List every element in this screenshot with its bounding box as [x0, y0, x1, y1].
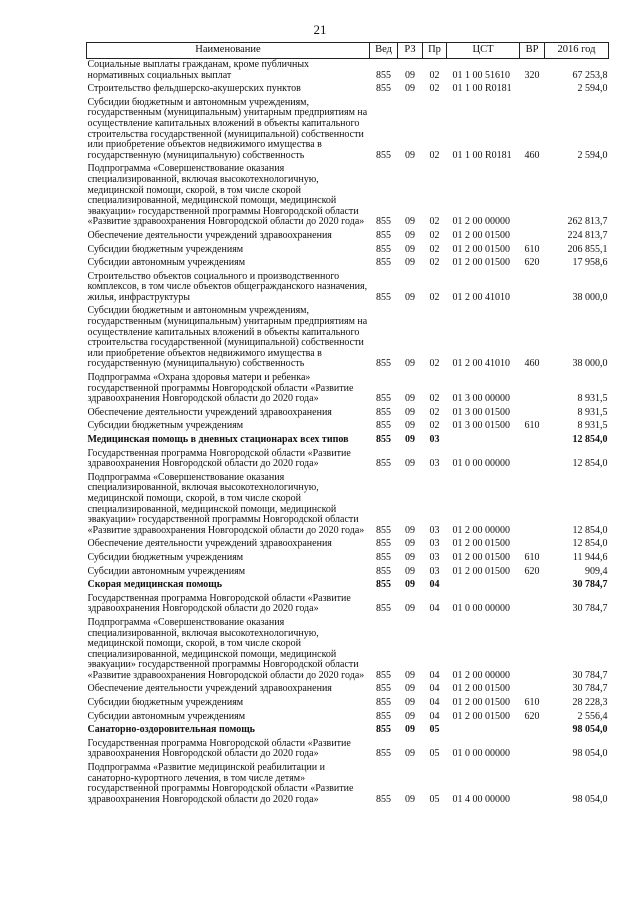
cell-pr: 02: [429, 83, 440, 95]
cell-cst: 01 2 00 01500: [452, 538, 510, 550]
cell-pr: 02: [429, 69, 440, 81]
cell-cst: 01 1 00 R0181: [452, 83, 512, 95]
cell-name: Медицинская помощь в дневных стационарах всех типов: [87, 434, 349, 445]
cell-sum: 30 784,7: [572, 603, 608, 615]
cell-cst: [447, 579, 520, 593]
cell-rz: 09: [405, 697, 415, 709]
cell-sum: 11 944,6: [572, 551, 608, 563]
cell-rz: 09: [405, 229, 415, 241]
table-row: [87, 593, 609, 617]
cell-cst: 01 4 00 00000: [452, 793, 510, 805]
table-row: [87, 434, 609, 448]
table-row: [87, 420, 609, 434]
cell-sum: 98 054,0: [572, 724, 608, 736]
cell-ved: 855: [376, 243, 391, 255]
table-row: [87, 163, 609, 230]
cell-ved: 855: [376, 458, 391, 470]
table-row: [87, 711, 609, 725]
cell-vr: [520, 83, 545, 97]
cell-cst: 01 3 00 01500: [452, 420, 510, 432]
cell-cst: 01 2 00 01500: [452, 551, 510, 563]
cell-name: Подпрограмма «Совершенствование оказания специализированной, включая высокотехнологичную, медицинской помощи, скорой, в том числе скорой специализированной, медицинской помощи, медицинской эвакуации» государственной программы Новгородской области «Развитие здравоохранения Новгородской области до 2020 года»: [87, 471, 365, 536]
cell-vr: [520, 472, 545, 539]
cell-cst: 01 2 00 00000: [452, 216, 510, 228]
cell-pr: 02: [429, 291, 440, 303]
cell-name: Подпрограмма «Совершенствование оказания специализированной, включая высокотехнологичную, медицинской помощи, скорой, в том числе скорой специализированной, медицинской помощи, медицинской эвакуации» государственной программы Новгородской области «Развитие здравоохранения Новгородской области до 2020 года»: [87, 163, 365, 228]
cell-pr: 02: [429, 358, 440, 370]
cell-name: Строительство фельдшерско-акушерских пунктов: [87, 83, 301, 95]
cell-sum: 30 784,7: [572, 579, 608, 591]
cell-sum: 12 854,0: [572, 458, 608, 470]
cell-sum: 98 054,0: [572, 793, 608, 805]
cell-name: Строительство объектов социального и производственного комплексов, в том числе объектов общегражданского назначения, жилья, инфраструктуры: [87, 270, 368, 303]
table-row: [87, 566, 609, 580]
cell-sum: 8 931,5: [577, 393, 608, 405]
table-row: [87, 683, 609, 697]
cell-cst: 01 2 00 00000: [452, 524, 510, 536]
cell-pr: 03: [429, 565, 440, 577]
cell-ved: 855: [376, 793, 391, 805]
cell-ved: 855: [376, 724, 391, 736]
cell-cst: 01 1 00 R0181: [452, 149, 512, 161]
cell-ved: 855: [376, 434, 391, 445]
cell-sum: 12 854,0: [572, 524, 608, 536]
cell-cst: 01 0 00 00000: [452, 458, 510, 470]
cell-sum: 28 228,3: [572, 697, 608, 709]
cell-sum: 12 854,0: [572, 434, 608, 445]
cell-pr: 03: [429, 434, 440, 445]
cell-sum: 30 784,7: [572, 669, 608, 681]
cell-pr: 04: [429, 683, 440, 695]
cell-vr: [520, 271, 545, 306]
cell-ved: 855: [376, 406, 391, 418]
cell-vr: 610: [524, 420, 540, 432]
cell-pr: 05: [429, 793, 440, 805]
cell-vr: [520, 163, 545, 230]
cell-pr: 02: [429, 257, 440, 269]
cell-rz: 09: [405, 793, 415, 805]
cell-pr: 03: [429, 538, 440, 550]
cell-name: Государственная программа Новгородской области «Развитие здравоохранения Новгородской области до 2020 года»: [87, 447, 351, 470]
cell-sum: 2 556,4: [577, 710, 608, 722]
cell-rz: 09: [405, 420, 415, 432]
cell-name: Субсидии бюджетным учреждениям: [87, 551, 244, 563]
cell-vr: 610: [524, 243, 540, 255]
cell-rz: 09: [405, 603, 415, 615]
cell-sum: 30 784,7: [572, 683, 608, 695]
cell-vr: 620: [524, 257, 540, 269]
header-rz: РЗ: [398, 43, 423, 59]
cell-sum: 206 855,1: [567, 243, 608, 255]
cell-name: Подпрограмма «Охрана здоровья матери и ребенка» государственной программы Новгородской области «Развитие здравоохранения Новгородской области до 2020 года»: [87, 372, 354, 405]
cell-vr: [520, 738, 545, 762]
cell-ved: 855: [376, 669, 391, 681]
cell-pr: 03: [429, 458, 440, 470]
cell-cst: 01 1 00 51610: [452, 69, 510, 81]
cell-name: Субсидии бюджетным учреждениям: [87, 420, 244, 432]
cell-pr: 04: [429, 603, 440, 615]
cell-name: Санаторно-оздоровительная помощь: [87, 724, 255, 736]
table-body: [87, 59, 609, 808]
cell-cst: 01 3 00 00000: [452, 393, 510, 405]
cell-vr: [520, 448, 545, 472]
cell-vr: 460: [524, 358, 540, 370]
cell-rz: 09: [405, 83, 415, 95]
cell-rz: 09: [405, 257, 415, 269]
cell-pr: 02: [429, 406, 440, 418]
cell-name: Субсидии бюджетным и автономным учреждениям, государственным (муниципальным) унитарным предприятиям на осуществление капитальных вложений в объекты капитального строительства государственной (муниципальной) собственности или приобретение объектов недвижимого имущества в государственную (муниципальную) собственность: [87, 96, 368, 161]
cell-vr: [520, 538, 545, 552]
header-ved: Вед: [370, 43, 398, 59]
cell-ved: 855: [376, 565, 391, 577]
cell-ved: 855: [376, 393, 391, 405]
table-row: [87, 407, 609, 421]
cell-ved: 855: [376, 551, 391, 563]
cell-rz: 09: [405, 724, 415, 736]
cell-name: Государственная программа Новгородской области «Развитие здравоохранения Новгородской области до 2020 года»: [87, 737, 351, 760]
header-name: Наименование: [87, 43, 370, 59]
cell-ved: 855: [376, 69, 391, 81]
cell-ved: 855: [376, 358, 391, 370]
cell-cst: 01 2 00 01500: [452, 257, 510, 269]
cell-rz: 09: [405, 434, 415, 445]
cell-rz: 09: [405, 710, 415, 722]
cell-cst: 01 2 00 41010: [452, 291, 510, 303]
cell-name: Скорая медицинская помощь: [87, 579, 222, 591]
cell-cst: 01 2 00 41010: [452, 358, 510, 370]
cell-name: Субсидии автономным учреждениям: [87, 257, 246, 269]
cell-pr: 03: [429, 551, 440, 563]
cell-cst: [447, 434, 520, 448]
cell-rz: 09: [405, 291, 415, 303]
cell-pr: 03: [429, 524, 440, 536]
cell-ved: 855: [376, 216, 391, 228]
table-row: [87, 244, 609, 258]
cell-vr: [520, 593, 545, 617]
table-row: [87, 83, 609, 97]
cell-rz: 09: [405, 524, 415, 536]
cell-ved: 855: [376, 257, 391, 269]
header-cst: ЦСТ: [447, 43, 520, 59]
cell-rz: 09: [405, 358, 415, 370]
cell-vr: [520, 617, 545, 684]
cell-sum: 67 253,8: [572, 69, 608, 81]
budget-table: [86, 42, 609, 807]
table-row: [87, 538, 609, 552]
cell-pr: 02: [429, 149, 440, 161]
cell-name: Подпрограмма «Развитие медицинской реабилитации и санаторно-курортного лечения, в том числе детям» государственной программы Новгородской области «Развитие здравоохранения Новгородской области до 2020 года»: [87, 762, 354, 805]
cell-pr: 05: [429, 724, 440, 736]
cell-sum: 98 054,0: [572, 748, 608, 760]
table-row: [87, 697, 609, 711]
header-pr: Пр: [423, 43, 447, 59]
table-row: [87, 579, 609, 593]
cell-vr: 460: [524, 149, 540, 161]
cell-vr: 320: [524, 69, 540, 81]
cell-name: Государственная программа Новгородской области «Развитие здравоохранения Новгородской области до 2020 года»: [87, 592, 351, 615]
table-row: [87, 724, 609, 738]
cell-cst: 01 0 00 00000: [452, 603, 510, 615]
cell-pr: 05: [429, 748, 440, 760]
cell-cst: 01 2 00 01500: [452, 683, 510, 695]
cell-vr: [520, 407, 545, 421]
cell-pr: 02: [429, 216, 440, 228]
cell-rz: 09: [405, 149, 415, 161]
cell-vr: 610: [524, 551, 540, 563]
cell-cst: [447, 724, 520, 738]
cell-sum: 17 958,6: [572, 257, 608, 269]
cell-ved: 855: [376, 538, 391, 550]
cell-cst: 01 2 00 01500: [452, 697, 510, 709]
table-row: [87, 552, 609, 566]
cell-sum: 909,4: [585, 565, 608, 577]
table-row: [87, 97, 609, 164]
cell-sum: 38 000,0: [572, 291, 608, 303]
cell-sum: 12 854,0: [572, 538, 608, 550]
cell-pr: 02: [429, 243, 440, 255]
cell-name: Субсидии бюджетным учреждениям: [87, 697, 244, 709]
cell-name: Социальные выплаты гражданам, кроме публичных нормативных социальных выплат: [87, 59, 310, 81]
cell-pr: 04: [429, 669, 440, 681]
table-row: [87, 617, 609, 684]
cell-vr: [520, 579, 545, 593]
cell-cst: 01 2 00 01500: [452, 243, 510, 255]
cell-name: Субсидии автономным учреждениям: [87, 710, 246, 722]
table-row: [87, 762, 609, 807]
cell-cst: 01 2 00 00000: [452, 669, 510, 681]
cell-name: Подпрограмма «Совершенствование оказания специализированной, включая высокотехнологичную, медицинской помощи, скорой, в том числе скорой специализированной, медицинской помощи, медицинской эвакуации» государственной программы Новгородской области «Развитие здравоохранения Новгородской области до 2020 года»: [87, 616, 365, 681]
cell-rz: 09: [405, 579, 415, 591]
cell-cst: 01 0 00 00000: [452, 748, 510, 760]
table-row: [87, 448, 609, 472]
cell-vr: 620: [524, 710, 540, 722]
cell-name: Субсидии автономным учреждениям: [87, 565, 246, 577]
cell-vr: [520, 372, 545, 407]
cell-name: Обеспечение деятельности учреждений здравоохранения: [87, 406, 332, 418]
cell-pr: 02: [429, 393, 440, 405]
cell-ved: 855: [376, 524, 391, 536]
table-row: [87, 59, 609, 84]
cell-rz: 09: [405, 669, 415, 681]
cell-name: Субсидии бюджетным учреждениям: [87, 243, 244, 255]
cell-sum: 224 813,7: [567, 229, 608, 241]
cell-vr: [520, 762, 545, 807]
cell-ved: 855: [376, 229, 391, 241]
header-vr: ВР: [520, 43, 545, 59]
cell-rz: 09: [405, 683, 415, 695]
cell-rz: 09: [405, 216, 415, 228]
cell-vr: [520, 683, 545, 697]
cell-rz: 09: [405, 748, 415, 760]
cell-ved: 855: [376, 83, 391, 95]
cell-name: Субсидии бюджетным и автономным учреждениям, государственным (муниципальным) унитарным предприятиям на осуществление капитальных вложений в объекты капитального строительства государственной (муниципальной) собственности или приобретение объектов недвижимого имущества в государственную (муниципальную) собственность: [87, 305, 368, 370]
table-row: [87, 372, 609, 407]
cell-ved: 855: [376, 579, 391, 591]
table-row: [87, 257, 609, 271]
cell-sum: 2 594,0: [577, 149, 608, 161]
cell-cst: 01 2 00 01500: [452, 229, 510, 241]
cell-sum: 38 000,0: [572, 358, 608, 370]
page-number: 21: [313, 22, 327, 37]
table-header: [87, 43, 609, 59]
cell-vr: [520, 434, 545, 448]
cell-pr: 04: [429, 710, 440, 722]
cell-sum: 8 931,5: [577, 406, 608, 418]
cell-sum: 2 594,0: [577, 83, 608, 95]
cell-name: Обеспечение деятельности учреждений здравоохранения: [87, 538, 332, 550]
cell-cst: 01 2 00 01500: [452, 710, 510, 722]
cell-vr: [520, 230, 545, 244]
table-row: [87, 472, 609, 539]
cell-ved: 855: [376, 420, 391, 432]
cell-rz: 09: [405, 406, 415, 418]
cell-vr: 620: [524, 565, 540, 577]
cell-name: Обеспечение деятельности учреждений здравоохранения: [87, 229, 332, 241]
cell-sum: 8 931,5: [577, 420, 608, 432]
cell-name: Обеспечение деятельности учреждений здравоохранения: [87, 683, 332, 695]
cell-ved: 855: [376, 149, 391, 161]
cell-cst: 01 3 00 01500: [452, 406, 510, 418]
cell-ved: 855: [376, 697, 391, 709]
cell-vr: [520, 724, 545, 738]
cell-ved: 855: [376, 291, 391, 303]
cell-cst: 01 2 00 01500: [452, 565, 510, 577]
cell-rz: 09: [405, 69, 415, 81]
table-row: [87, 738, 609, 762]
cell-rz: 09: [405, 565, 415, 577]
cell-ved: 855: [376, 603, 391, 615]
table-row: [87, 271, 609, 306]
cell-ved: 855: [376, 683, 391, 695]
cell-rz: 09: [405, 538, 415, 550]
cell-pr: 04: [429, 579, 440, 591]
cell-pr: 02: [429, 420, 440, 432]
cell-pr: 02: [429, 229, 440, 241]
cell-sum: 262 813,7: [567, 216, 608, 228]
cell-ved: 855: [376, 710, 391, 722]
cell-rz: 09: [405, 551, 415, 563]
table-row: [87, 305, 609, 372]
cell-rz: 09: [405, 243, 415, 255]
cell-vr: 610: [524, 697, 540, 709]
cell-pr: 04: [429, 697, 440, 709]
cell-rz: 09: [405, 393, 415, 405]
header-sum: 2016 год: [545, 43, 609, 59]
table-row: [87, 230, 609, 244]
cell-ved: 855: [376, 748, 391, 760]
cell-rz: 09: [405, 458, 415, 470]
